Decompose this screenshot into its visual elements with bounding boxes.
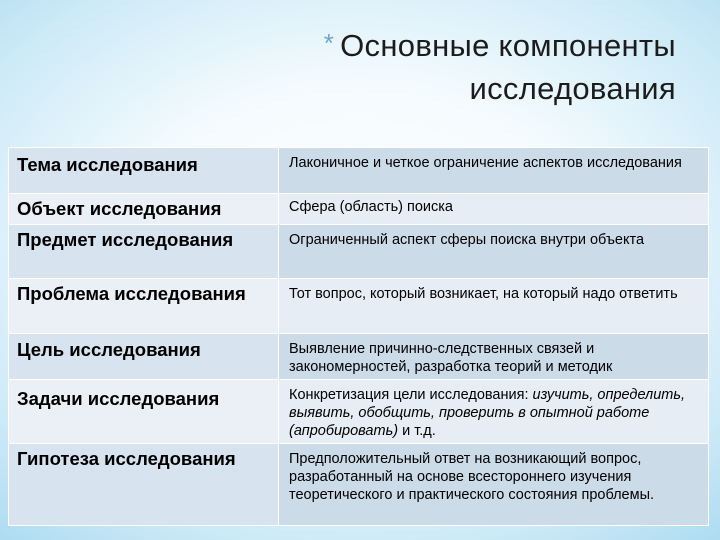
title-line-2: исследования bbox=[469, 71, 676, 106]
table-row bbox=[9, 334, 709, 380]
term-cell: Тема исследования bbox=[9, 148, 279, 194]
table-row bbox=[9, 444, 709, 526]
definition-cell: Выявление причинно-следственных связей и закономерностей, разработка теорий и методик bbox=[279, 334, 709, 380]
term-cell: Задачи исследования bbox=[9, 380, 279, 444]
term-cell: Цель исследования bbox=[9, 334, 279, 380]
term-cell: Проблема исследования bbox=[9, 279, 279, 334]
definition-cell: Ограниченный аспект сферы поиска внутри объекта bbox=[279, 225, 709, 279]
term-cell: Предмет исследования bbox=[9, 225, 279, 279]
table-row bbox=[9, 279, 709, 334]
definition-cell bbox=[279, 380, 709, 444]
definition-prefix: Конкретизация цели исследования: bbox=[289, 387, 533, 403]
table-row bbox=[9, 380, 709, 444]
slide-title bbox=[324, 22, 676, 110]
definition-suffix: и т.д. bbox=[398, 423, 436, 439]
components-table bbox=[8, 147, 709, 526]
definition-cell: Предположительный ответ на возникающий вопрос, разработанный на основе всестороннего изучения теоретического и практического состояния проблемы. bbox=[279, 444, 709, 526]
definition-cell: Тот вопрос, который возникает, на который надо ответить bbox=[279, 279, 709, 334]
table-row bbox=[9, 194, 709, 225]
title-line-1: Основные компоненты bbox=[340, 28, 676, 63]
asterisk-bullet-icon: * bbox=[323, 28, 335, 58]
table-row bbox=[9, 225, 709, 279]
definition-cell: Лаконичное и четкое ограничение аспектов исследования bbox=[279, 148, 709, 194]
term-cell: Гипотеза исследования bbox=[9, 444, 279, 526]
term-cell: Объект исследования bbox=[9, 194, 279, 225]
table-row bbox=[9, 148, 709, 194]
definition-cell: Сфера (область) поиска bbox=[279, 194, 709, 225]
definition-italic: изучить, определить, выявить, обобщить, проверить в опытной работе (апробировать) bbox=[289, 387, 685, 439]
